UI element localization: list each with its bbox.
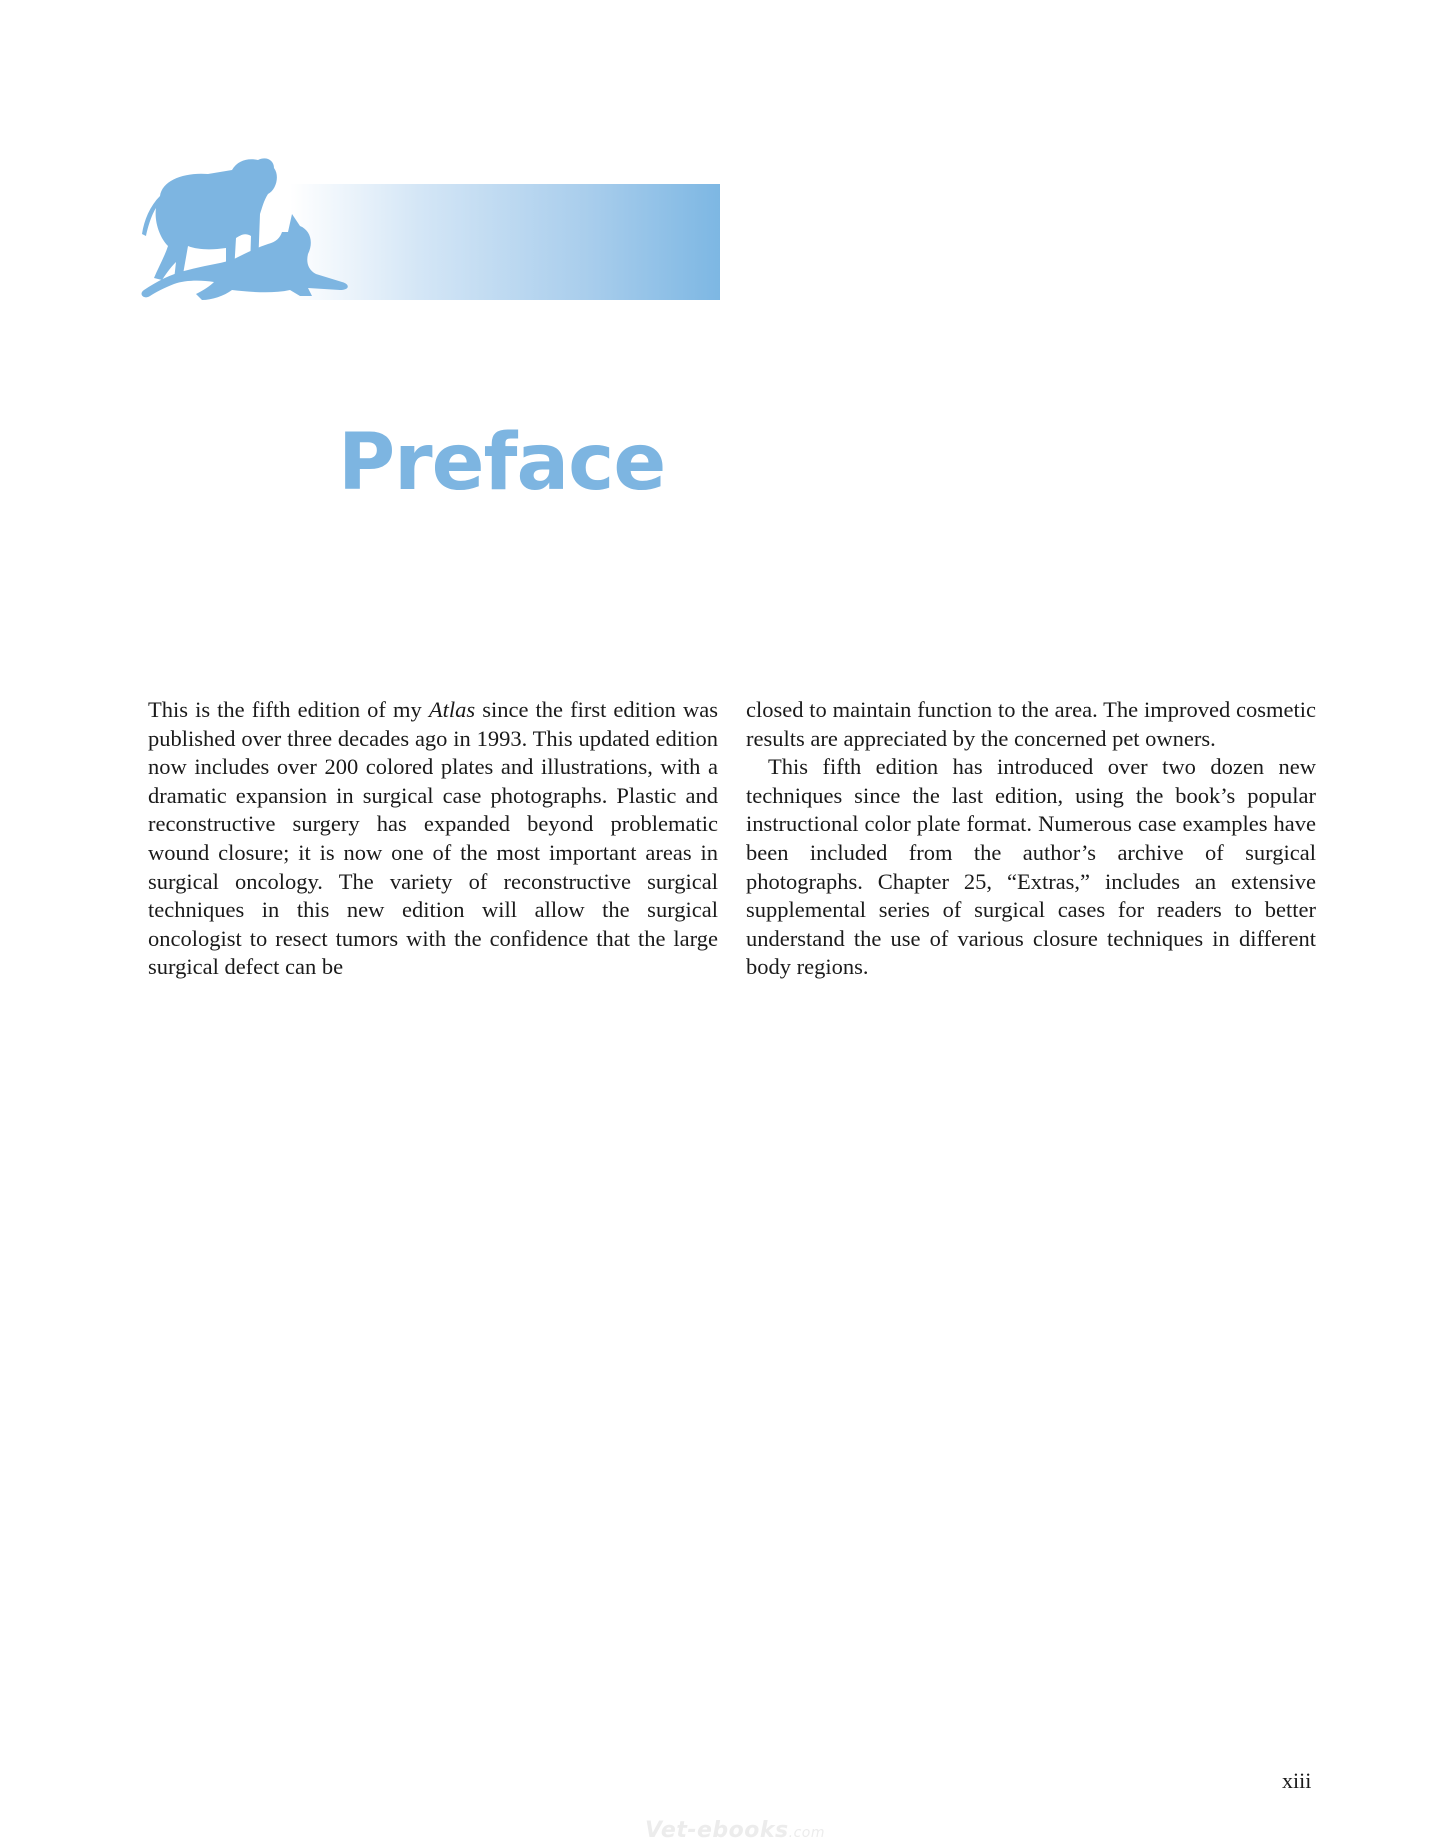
paragraph-continued: closed to maintain function to the area. The improved cosmetic results are appreciated by the concerned pet owners.	[746, 697, 1316, 751]
dog-and-cat-silhouette-icon	[140, 150, 400, 350]
book-title-italic: Atlas	[428, 697, 476, 722]
page-title: Preface	[338, 418, 666, 508]
watermark-text: Vet-ebooks	[645, 1818, 789, 1843]
body-columns	[148, 696, 1316, 982]
watermark-suffix: .com	[788, 1825, 825, 1841]
paragraph: This fifth edition has introduced over two dozen new techniques since the last edition, using the book’s popular instructional color plate format. Numerous case examples have been included from the author’s archive of surgical photographs. Chapter 25, “Extras,” includes an extensive supplemental series of surgical cases for readers to better understand the use of various closure techniques in different body regions.	[746, 754, 1316, 980]
watermark-logo	[645, 1818, 825, 1843]
page-number: xiii	[1282, 1768, 1312, 1793]
paragraph	[148, 696, 718, 982]
paragraph-text: since the first edition was published over three decades ago in 1993. This updated edition now includes over 200 colored plates and illustrations, with a dramatic expansion in surgical case photographs. Plastic and reconstructive surgery has expanded beyond problematic wound closure; it is now one of the most important areas in surgical oncology. The variety of reconstructive surgical techniques in this new edition will allow the surgical oncologist to resect tumors with the confidence that the large surgical defect can be	[148, 697, 718, 980]
chapter-header-banner	[140, 150, 720, 350]
left-column	[148, 696, 718, 982]
right-column	[746, 696, 1316, 982]
paragraph-text: This is the fifth edition of my	[148, 697, 429, 722]
